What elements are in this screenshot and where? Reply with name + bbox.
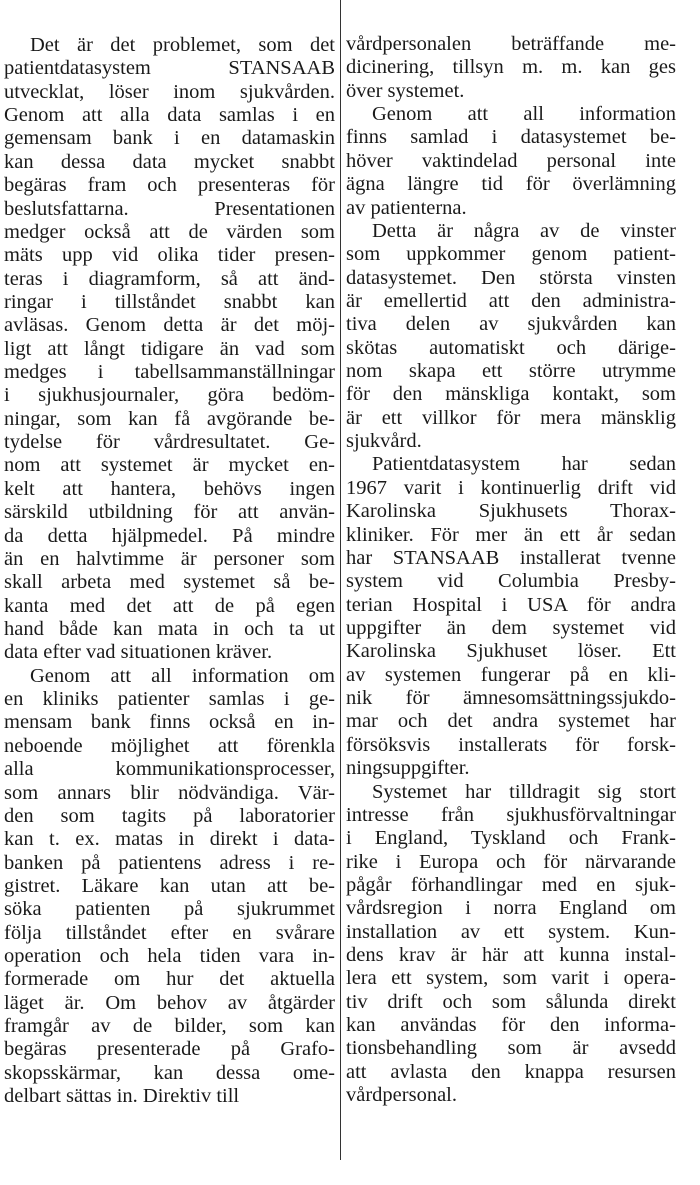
text-line: tionsbehandling som är avsedd	[346, 1037, 676, 1060]
text-line: tydelse för vårdresultatet. Ge-	[4, 431, 335, 454]
text-line: formerade om hur det aktuella	[4, 968, 335, 991]
text-line: kan t. ex. matas in direkt i data-	[4, 828, 335, 851]
text-line: av systemen fungerar på en kli-	[346, 663, 676, 686]
text-line: gistret. Läkare kan utan att be-	[4, 874, 335, 897]
text-line: är ett villkor för mera mänsklig	[346, 406, 676, 429]
text-line: skall arbeta med systemet så be-	[4, 571, 335, 594]
text-line: nom att systemet är mycket en-	[4, 454, 335, 477]
text-line: särskild utbildning för att använ-	[4, 501, 335, 524]
text-line: ningsuppgifter.	[346, 757, 470, 780]
text-line: uppgifter än dem systemet vid	[346, 616, 676, 639]
text-line: teras i diagramform, så att änd-	[4, 267, 335, 290]
text-line: 1967 varit i kontinuerlig drift vid	[346, 476, 676, 499]
text-line: terian Hospital i USA för andra	[346, 593, 676, 616]
text-line: alla kommunikationsprocesser,	[4, 758, 335, 781]
text-line: framgår av de bilder, som kan	[4, 1015, 335, 1038]
text-line: begäras fram och presenteras för	[4, 174, 335, 197]
text-line: söka patienten på sjukrummet	[4, 898, 335, 921]
text-line: den som tagits på laboratorier	[4, 804, 335, 827]
text-line: medger också att de värden som	[4, 220, 335, 243]
text-line: pågår förhandlingar med en sjuk-	[346, 873, 676, 896]
text-line: data efter vad situationen kräver.	[4, 641, 273, 664]
text-line: datasystemet. Den största vinsten	[346, 266, 676, 289]
text-line: Genom att all information	[372, 103, 676, 126]
text-line: kan användas för den informa-	[346, 1014, 676, 1037]
text-line: beslutsfattarna. Presentationen	[4, 197, 335, 220]
text-line: Patientdatasystem har sedan	[372, 453, 676, 476]
text-line: vårdpersonal.	[346, 1084, 457, 1107]
text-line: Genom att alla data samlas i en	[4, 104, 335, 127]
text-line: följa tillståndet efter en svårare	[4, 921, 335, 944]
text-line: vårdsregion i norra England om	[346, 897, 676, 920]
text-line: sjukvård.	[346, 430, 422, 453]
text-line: gemensam bank i en datamaskin	[4, 127, 335, 150]
text-line: Genom att all information om	[30, 664, 335, 687]
text-line: ägna längre tid för överlämning	[346, 173, 676, 196]
text-line: i sjukhusjournaler, göra bedöm-	[4, 384, 335, 407]
text-line: mensam bank finns också en in-	[4, 711, 335, 734]
text-line: tiva delen av sjukvården kan	[346, 313, 676, 336]
left-text-column	[4, 0, 335, 1109]
text-line: ringar i tillståndet snabbt kan	[4, 290, 335, 313]
text-line: patientdatasystem STANSAAB	[4, 57, 335, 80]
text-line: kan dessa data mycket snabbt	[4, 150, 335, 173]
text-line: höver vaktindelad personal inte	[346, 149, 676, 172]
text-line: att avlasta den knappa resursen	[346, 1060, 676, 1083]
text-line: kliniker. För mer än ett år sedan	[346, 523, 676, 546]
text-line: skopsskärmar, kan dessa ome-	[4, 1061, 335, 1084]
text-line: en kliniks patienter samlas i ge-	[4, 688, 335, 711]
text-line: operation och hela tiden vara in-	[4, 945, 335, 968]
text-line: Karolinska Sjukhusets Thorax-	[346, 500, 676, 523]
text-line: kelt att hantera, behövs ingen	[4, 477, 335, 500]
text-line: i England, Tyskland och Frank-	[346, 827, 676, 850]
text-line: delbart sättas in. Direktiv till	[4, 1085, 240, 1108]
text-line: som annars blir nödvändiga. Vär-	[4, 781, 335, 804]
text-line: vårdpersonalen beträffande me-	[346, 33, 676, 55]
text-line: begäras presenterade på Grafo-	[4, 1038, 335, 1061]
text-line: av patienterna.	[346, 196, 467, 219]
text-line: läget är. Om behov av åtgärder	[4, 991, 335, 1014]
text-line: Karolinska Sjukhuset löser. Ett	[346, 640, 676, 663]
text-line: över systemet.	[346, 79, 465, 102]
text-line: skötas automatiskt och därige-	[346, 336, 676, 359]
text-line: banken på patientens adress i re-	[4, 851, 335, 874]
text-line: dicinering, tillsyn m. m. kan ges	[346, 56, 676, 79]
column-divider	[340, 0, 341, 1160]
text-line: tiv drift och som sålunda direkt	[346, 990, 676, 1013]
text-line: försöksvis installerats för forsk-	[346, 733, 676, 756]
text-line: än en halvtimme är personer som	[4, 547, 335, 570]
text-line: Systemet har tilldragit sig stort	[372, 780, 676, 803]
text-line: installation av ett system. Kun-	[346, 920, 676, 943]
text-line: som uppkommer genom patient-	[346, 243, 676, 266]
text-line: mäts upp vid olika tider presen-	[4, 244, 335, 267]
text-line: avläsas. Genom detta är det möj-	[4, 314, 335, 337]
text-line: utvecklat, löser inom sjukvården.	[4, 80, 335, 103]
text-line: lera ett system, som varit i opera-	[346, 967, 676, 990]
text-line: för den mänskliga kontakt, som	[346, 383, 676, 406]
text-line: da detta hjälpmedel. På mindre	[4, 524, 335, 547]
text-line: neboende möjlighet att förenkla	[4, 734, 335, 757]
text-line: intresse från sjukhusförvaltningar	[346, 803, 676, 826]
right-text-column	[346, 0, 676, 1108]
text-line: ningar, som kan få avgörande be-	[4, 407, 335, 430]
text-line: hand både kan mata in och ta ut	[4, 617, 335, 640]
text-line: nik för ämnesomsättningssjukdo-	[346, 687, 676, 710]
text-line: är emellertid att den administra-	[346, 289, 676, 312]
text-line: nom skapa ett större utrymme	[346, 360, 676, 383]
text-line: rike i Europa och för närvarande	[346, 850, 676, 873]
text-line: mar och det andra systemet har	[346, 710, 676, 733]
text-line: ligt att långt tidigare än vad som	[4, 337, 335, 360]
text-line: Detta är några av de vinster	[372, 219, 676, 242]
text-line: medges i tabellsammanställningar	[4, 361, 335, 384]
text-line: finns samlad i datasystemet be-	[346, 126, 676, 149]
text-line: system vid Columbia Presby-	[346, 570, 676, 593]
text-line: Det är det problemet, som det	[30, 34, 335, 56]
text-line: har STANSAAB installerat tvenne	[346, 546, 676, 569]
text-line: kanta med det att de på egen	[4, 594, 335, 617]
text-line: dens krav är här att kunna instal-	[346, 944, 676, 967]
